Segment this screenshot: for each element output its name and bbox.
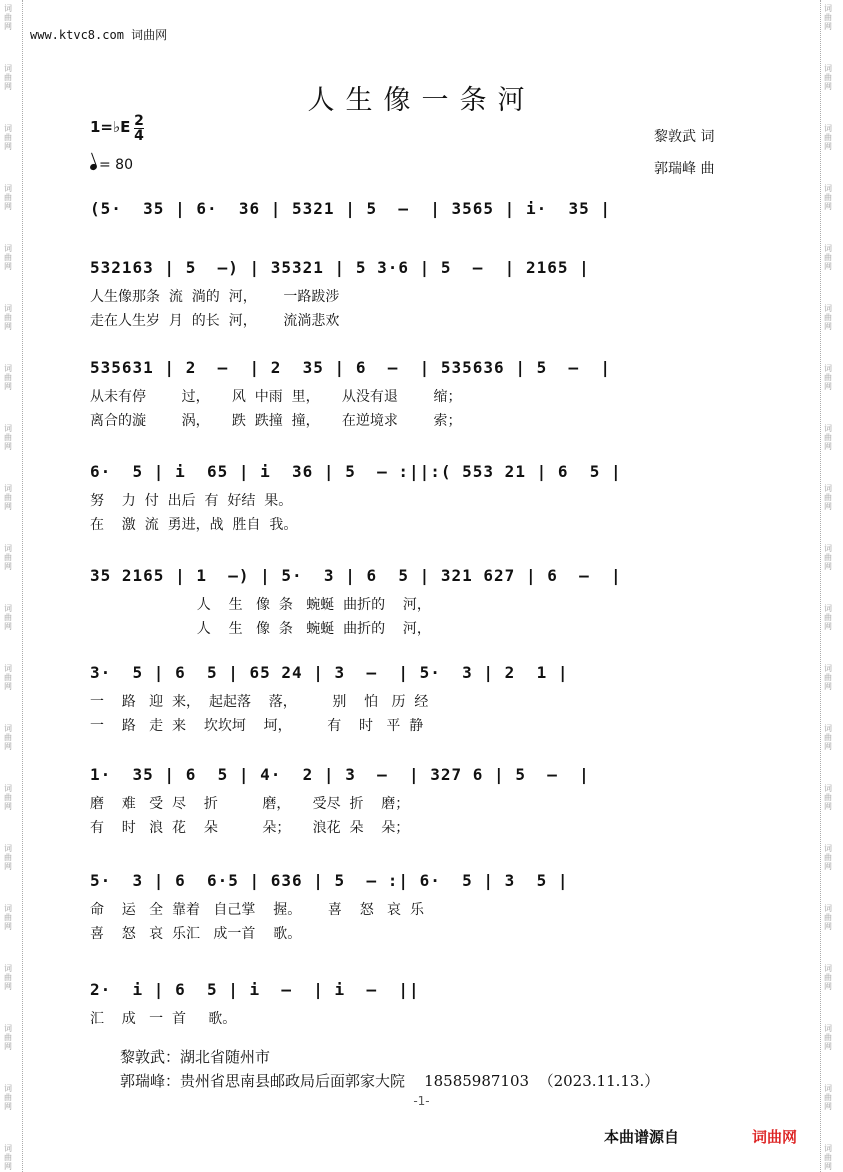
left-margin-strip — [0, 0, 23, 1172]
watermark-text: 词 曲 网 — [824, 784, 832, 811]
jianpu-notation: 535631 | 2 – | 2 35 | 6 – | 535636 | 5 – | — [90, 358, 612, 377]
lyric-line: 走在人生岁 月 的长 河， 流淌悲欢 — [90, 313, 340, 329]
watermark-text: 词 曲 网 — [824, 424, 832, 451]
watermark-text: 词 曲 网 — [4, 1144, 12, 1171]
time-signature — [134, 114, 144, 143]
watermark-text: 词 曲 网 — [4, 1024, 12, 1051]
watermark-text: 词 曲 网 — [824, 544, 832, 571]
lyric-line: 人生像那条 流 淌的 河， 一路跋涉 — [90, 289, 340, 305]
watermark-text: 词 曲 网 — [4, 64, 12, 91]
key-signature: 1=♭E — [90, 118, 131, 136]
watermark-text: 词 曲 网 — [824, 64, 832, 91]
watermark-text: 词 曲 网 — [824, 184, 832, 211]
lyric-line: 从未有停 过， 风 中雨 里， 从没有退 缩； — [90, 389, 462, 405]
watermark-text: 词 曲 网 — [4, 724, 12, 751]
watermark-text: 词 曲 网 — [824, 964, 832, 991]
watermark-text: 词 曲 网 — [4, 424, 12, 451]
jianpu-notation: 6· 5 | i 65 | i 36 | 5 – :||:( 553 21 | 6 5 | — [90, 462, 622, 481]
watermark-text: 词 曲 网 — [824, 1144, 832, 1171]
watermark-text: 词 曲 网 — [4, 364, 12, 391]
watermark-text: 词 曲 网 — [824, 904, 832, 931]
watermark-text: 词 曲 网 — [824, 664, 832, 691]
watermark-text: 词 曲 网 — [4, 904, 12, 931]
lyric-line: 有 时 浪 花 朵 朵； 浪花 朵 朵； — [90, 820, 410, 836]
lyricist-credit: 黎敦武 词 — [654, 129, 715, 145]
tempo-value: = 80 — [99, 157, 133, 173]
watermark-text: 词 曲 网 — [824, 484, 832, 511]
brand-logo[interactable]: 词曲网 — [752, 1128, 798, 1146]
jianpu-notation: 5· 3 | 6 6·5 | 636 | 5 – :| 6· 5 | 3 5 | — [90, 871, 569, 890]
jianpu-notation: 532163 | 5 –) | 35321 | 5 3·6 | 5 – | 2165 | — [90, 258, 590, 277]
jianpu-notation: 3· 5 | 6 5 | 65 24 | 3 – | 5· 3 | 2 1 | — [90, 663, 569, 682]
watermark-text: 词 曲 网 — [824, 124, 832, 151]
watermark-text: 词 曲 网 — [824, 1084, 832, 1111]
watermark-text: 词 曲 网 — [824, 844, 832, 871]
lyric-line: 在 激 流 勇进，战 胜自 我。 — [90, 517, 298, 533]
watermark-text: 词 曲 网 — [824, 1024, 832, 1051]
watermark-text: 词 曲 网 — [824, 304, 832, 331]
right-margin-strip — [820, 0, 843, 1172]
lyric-line: 人 生 像 条 蜿蜒 曲折的 河， — [90, 597, 431, 613]
lyric-line: 离合的漩 涡， 跌 跌撞 撞， 在逆境求 索； — [90, 413, 462, 429]
time-sig-bottom: 4 — [134, 128, 144, 144]
jianpu-notation: (5· 35 | 6· 36 | 5321 | 5 – | 3565 | i· 35 | — [90, 199, 612, 218]
lyric-line: 命 运 全 靠着 自己掌 握。 喜 怒 哀 乐 — [90, 902, 424, 918]
page-number: -1- — [413, 1094, 430, 1108]
watermark-text: 词 曲 网 — [4, 124, 12, 151]
watermark-text: 词 曲 网 — [4, 604, 12, 631]
footer-composer-address: 郭瑞峰：贵州省思南县邮政局后面郭家大院 18585987103 （2023.11.13.） — [120, 1072, 660, 1090]
song-title: 人生像一条河 — [307, 85, 536, 116]
watermark-text: 词 曲 网 — [4, 304, 12, 331]
watermark-text: 词 曲 网 — [4, 544, 12, 571]
site-url[interactable]: www.ktvc8.com 词曲网 — [30, 28, 168, 42]
watermark-text: 词 曲 网 — [4, 244, 12, 271]
time-sig-top: 2 — [134, 113, 144, 129]
source-label: 本曲谱源自 — [604, 1128, 680, 1146]
watermark-text: 词 曲 网 — [4, 1084, 12, 1111]
lyric-line: 一 路 迎 来， 起起落 落， 别 怕 历 经 — [90, 694, 429, 710]
jianpu-notation: 1· 35 | 6 5 | 4· 2 | 3 – | 327 6 | 5 – | — [90, 765, 590, 784]
lyric-line: 一 路 走 来 坎坎坷 坷， 有 时 平 静 — [90, 718, 424, 734]
tempo-marking — [90, 157, 133, 173]
watermark-text: 词 曲 网 — [4, 964, 12, 991]
watermark-text: 词 曲 网 — [824, 724, 832, 751]
lyric-line: 磨 难 受 尽 折 磨， 受尽 折 磨； — [90, 796, 410, 812]
watermark-text: 词 曲 网 — [4, 844, 12, 871]
watermark-text: 词 曲 网 — [824, 364, 832, 391]
jianpu-notation: 35 2165 | 1 –) | 5· 3 | 6 5 | 321 627 | 6 – | — [90, 566, 622, 585]
watermark-text: 词 曲 网 — [824, 604, 832, 631]
watermark-text: 词 曲 网 — [4, 4, 12, 31]
composer-credit: 郭瑞峰 曲 — [654, 161, 715, 177]
watermark-text: 词 曲 网 — [4, 784, 12, 811]
lyric-line: 喜 怒 哀 乐汇 成一首 歌。 — [90, 926, 302, 942]
footer-lyricist-address: 黎敦武：湖北省随州市 — [120, 1048, 271, 1066]
watermark-text: 词 曲 网 — [4, 664, 12, 691]
watermark-text: 词 曲 网 — [4, 184, 12, 211]
watermark-text: 词 曲 网 — [4, 484, 12, 511]
quarter-note-icon — [89, 163, 98, 171]
watermark-text: 词 曲 网 — [824, 244, 832, 271]
lyric-line: 人 生 像 条 蜿蜒 曲折的 河， — [90, 621, 431, 637]
lyric-line: 汇 成 一 首 歌。 — [90, 1011, 237, 1027]
jianpu-notation: 2· i | 6 5 | i – | i – || — [90, 980, 420, 999]
lyric-line: 努 力 付 出后 有 好结 果。 — [90, 493, 293, 509]
watermark-text: 词 曲 网 — [824, 4, 832, 31]
